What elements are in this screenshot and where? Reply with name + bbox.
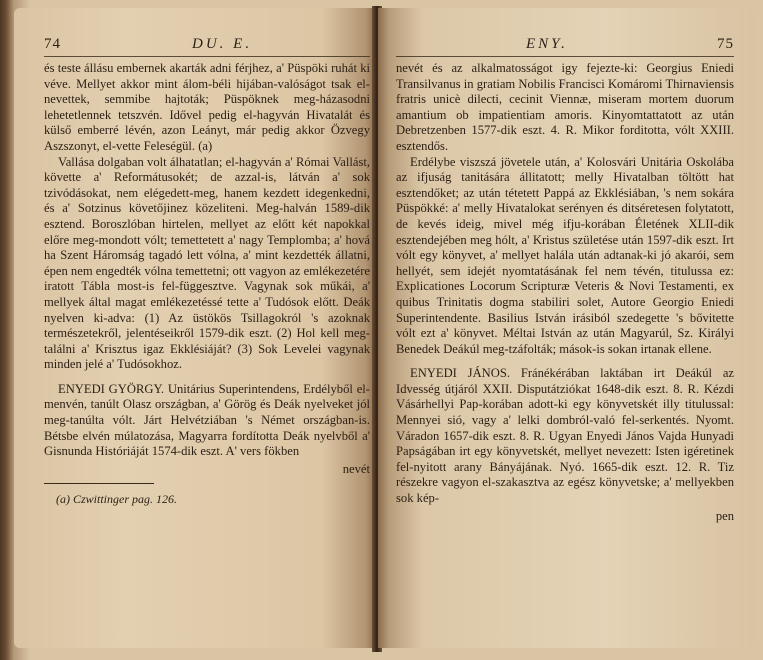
right-header-rule bbox=[396, 56, 734, 57]
right-running-head: ENY. bbox=[526, 36, 568, 52]
right-paragraph-1: nevét és az alkalmatosságot igy fejezte-ki: Georgius Eniedi Transilvanus in gratiam Nobilis Francisci Komáromi Thirnaviensis fratris unicè dilecti, cecinit Viennæ, miseram mortem duorum amantium ob impatientiam amoris. Kinyomtattatott az után Debretzenben 1577-dik eszt. 4. R. Mikor forditotta, vólt XXIII. esztendős. bbox=[396, 61, 734, 153]
right-page-number: 75 bbox=[717, 36, 734, 52]
footnote: (a) Czwittinger pag. 126. bbox=[56, 492, 178, 507]
left-running-head: DU. E. bbox=[192, 36, 253, 52]
right-paragraph-3: ENYEDI JÁNOS. Fránékérában laktában irt Deákúl az Idvesség útjáról XXII. Disputátziókat 1648-dik eszt. 8. R. Kézdi Vásárhellyi Pap-korában adott-ki egy könyvetskét illy titulussal: Mennyei sió, vagy a' lelki dombról-való fel-serkentés. Nyomt. Váradon 1657-dik eszt. 8. R. Ugyan Enyedi János Vajda Hunyadi Papságában irt egy könyvetskét, mellyet nevezett: Isten igéretinek fel-nyitott arany Bányájának. Nyó. 1665-dik eszt. 12. R. Tiz részekre vagyon el-szakasztva az egész könyvetske; a' mellyekben sok kép- bbox=[396, 366, 734, 506]
left-page-number: 74 bbox=[44, 36, 61, 52]
left-paragraph-3: ENYEDI GYÖRGY. Unitárius Superintendens, Erdélyből el-menvén, tanúlt Olasz országban, a' Görög és Deák nyelveket jól meg-tanúlta vólt. Járt Helvétziában 's Német országban-is. Bétsbe elvén múlatozása, Magyarra fordította Deák nyelvből a' Gisnunda Históriáját 1574-dik eszt. A' vers fökben bbox=[44, 381, 370, 459]
left-paragraph-2: Vallása dolgaban volt álhatatlan; el-hagyván a' Római Vallást, követte a' Reformátusokét; de azzal-is, látván a' sok tzivódásokat, nem elégedett-meg, hanem kezdett idegenkedni, és a' Sotzinus követőjinez közeliteni. Meg-halván 1589-dik esztend. Boroszlóban hirtelen, mellyet az előtt két napokkal előre meg-mondott vólt; temettetett a' nagy Templomba; a' hová ha Szent Háromság tagadó lett vólna, a' mint kezdették állatni, épen nem engedték vólna temettetni; ott vagyon az emlékezetére iratott Tábla most-is fel-függesztve. Vagynak sok műkái, a' mellyek által magat emlékezetéssé tette a' Tudósok előtt. Deák nyelven ki-adva: (1) Az üstökös Tsillagokról 's azoknak természetekről, jelentéseikről 1579-dik eszt. (2) Hol kell meg-találni a' Krisztus igaz Ekklésiáját? (3) Sok Levelei vagynak minden jelé a' Tudósokhoz. bbox=[44, 154, 370, 372]
footnote-rule bbox=[44, 483, 154, 484]
right-paragraph-2: Erdélybe viszszá jövetele után, a' Kolosvári Unitária Oskolába az ifjuság tanitására állitatott; melly Hivatalban töltött hat esztendőket; az után tétetett Pappá az Ekklésiában, 's nem sokára Püspökké: a' melly Hivatalokat serényen és ditséretesen folytatott, de kevés ideig, mivel még ifju-korában Életének XLII-dik esztendejében meg hólt, a' Kristus születése után 1597-dik eszt. Irt vólt egy könyvet, a' mellyet halála után adtanak-ki jó akarói, sem hellyét, sem idejét nyomtatásának fel nem tévén, titulussa ez: Explicationes Locorum Scripturæ Veteris & Novi Testamenti, ex quibus Trinitatis dogma stabiliri solet, Autore Georgio Eniedi Superintendente. Basilius István irásiból szedegette 's bővitette vólt ezt a' könyvet. Méltai István az után Magyarúl, Sz. Királyi Benedek Deákúl meg-tzáfolták; mások-is sokan irtanak ellene. bbox=[396, 154, 734, 356]
right-page-body bbox=[396, 61, 734, 524]
left-page-body bbox=[44, 61, 370, 477]
left-page bbox=[14, 8, 376, 648]
right-catchword: pen bbox=[715, 508, 734, 523]
paragraph-gap bbox=[396, 357, 734, 366]
left-page-header bbox=[44, 36, 370, 56]
left-paragraph-1: és teste állásu embernek akarták adni férjhez, a' Püspöki ruhát ki véve. Mellyet akkor mint álom-béli hijában-valóságot tsak el-nevettek, semmibe hajtoták; Püspöknek meg-házasodni lehetetlennek tetszvén. Idővel pedig el-hagyván Hivatalát és külső emberré lévén, azon Leányt, már pedig akkor Özvegy Aszszonyt, el-vette Feleségül. (a) bbox=[44, 61, 370, 153]
left-catchword: nevét bbox=[342, 461, 370, 476]
paragraph-gap bbox=[44, 373, 370, 382]
right-page bbox=[378, 8, 756, 648]
right-page-header bbox=[396, 36, 734, 56]
left-header-rule bbox=[44, 56, 370, 57]
